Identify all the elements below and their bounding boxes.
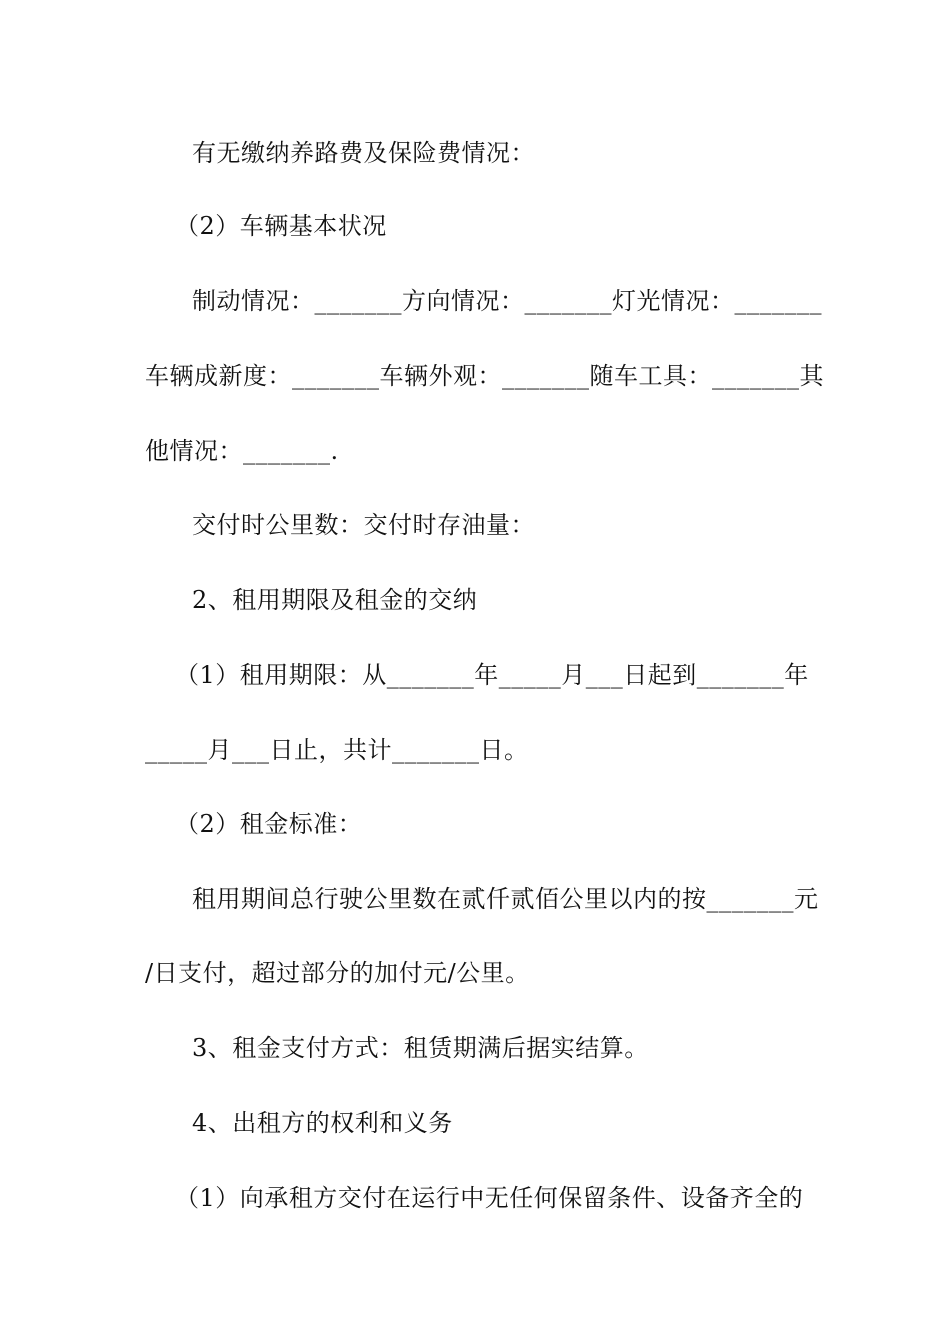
paragraph-lease-term-end: _____月___日止，共计_______日。 bbox=[145, 736, 529, 764]
paragraph-lease-term-start: （1）租用期限：从_______年_____月___日起到_______年 bbox=[175, 661, 809, 689]
paragraph-other-conditions: 他情况：_______. bbox=[145, 437, 339, 465]
paragraph-lessor-obligation-1: （1）向承租方交付在运行中无任何保留条件、设备齐全的 bbox=[175, 1184, 804, 1212]
paragraph-rent-rate: 租用期间总行驶公里数在贰仟贰佰公里以内的按_______元 bbox=[192, 885, 819, 913]
paragraph-newness-appearance-tools: 车辆成新度：_______车辆外观：_______随车工具：_______其 bbox=[145, 362, 824, 390]
subheading-rent-standard: （2）租金标准： bbox=[175, 810, 363, 838]
paragraph-brake-direction-light: 制动情况：_______方向情况：_______灯光情况：_______ bbox=[192, 287, 822, 315]
subheading-vehicle-condition: （2）车辆基本状况 bbox=[175, 212, 387, 240]
paragraph-insurance-status: 有无缴纳养路费及保险费情况： bbox=[192, 139, 535, 167]
heading-payment-method: 3、租金支付方式：租赁期满后据实结算。 bbox=[192, 1034, 649, 1062]
heading-lease-term-rent: 2、租用期限及租金的交纳 bbox=[192, 586, 478, 614]
heading-lessor-rights: 4、出租方的权利和义务 bbox=[192, 1109, 453, 1137]
paragraph-mileage-fuel: 交付时公里数：交付时存油量： bbox=[192, 511, 535, 539]
paragraph-rent-rate-continued: /日支付，超过部分的加付元/公里。 bbox=[145, 959, 530, 987]
